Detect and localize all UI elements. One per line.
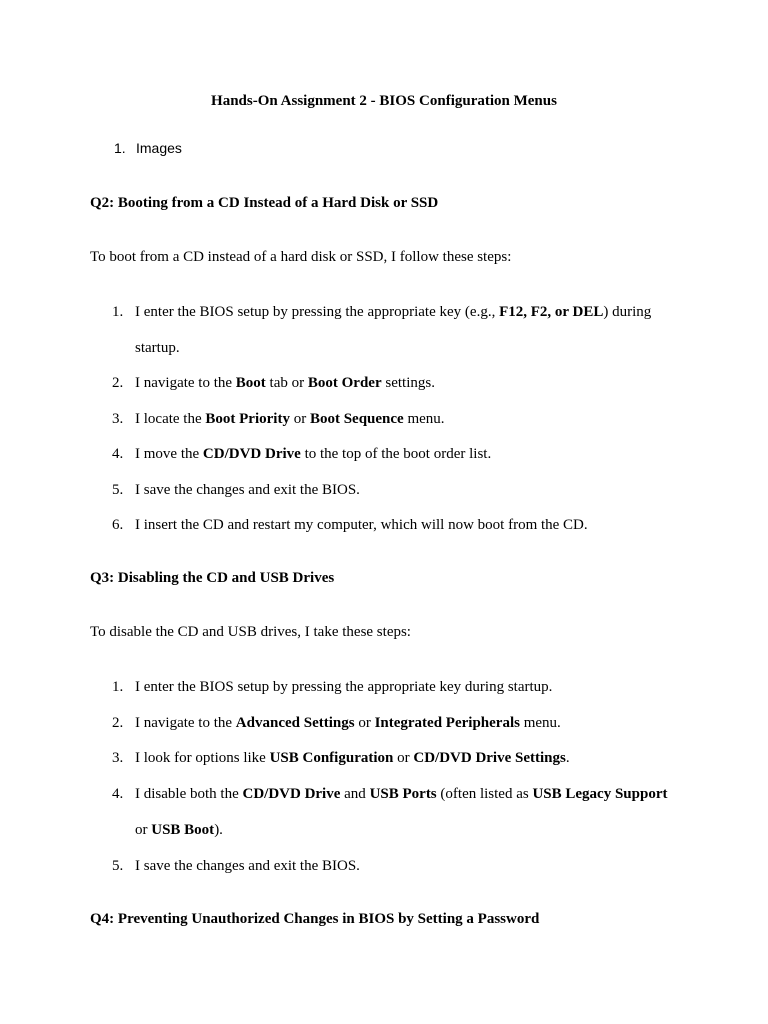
step-text: I enter the BIOS setup by pressing the appropriate key (e.g., xyxy=(135,304,500,320)
step-text: I navigate to the xyxy=(135,375,236,391)
step-text: I move the xyxy=(135,446,203,462)
list-item-text: Images xyxy=(136,140,182,156)
step-bold: Boot Sequence xyxy=(309,411,404,427)
step-text: I save the changes and exit the BIOS. xyxy=(135,858,360,874)
step-text: or xyxy=(354,715,375,731)
step-number: 2. xyxy=(112,715,124,731)
q2-intro: To boot from a CD instead of a hard disk or SSD, I follow these steps: xyxy=(90,249,512,265)
step-bold: USB Configuration xyxy=(269,750,394,766)
step-text: I enter the BIOS setup by pressing the appropriate key during startup. xyxy=(135,679,553,695)
q2-heading: Q2: Booting from a CD Instead of a Hard Disk or SSD xyxy=(90,195,439,211)
step-bold: Advanced Settings xyxy=(235,715,355,731)
step-number: 1. xyxy=(112,679,124,695)
step-text: (often listed as xyxy=(436,786,533,802)
step-text: and xyxy=(340,786,370,802)
step-bold: USB Legacy Support xyxy=(532,786,668,802)
step-text: menu. xyxy=(519,715,561,731)
list-item-images xyxy=(114,140,182,156)
step-text: I save the changes and exit the BIOS. xyxy=(135,482,360,498)
step-text: ). xyxy=(214,822,223,838)
step-text: menu. xyxy=(403,411,445,427)
step-number: 5. xyxy=(112,482,124,498)
step-bold: CD/DVD Drive Settings xyxy=(413,750,566,766)
step-text: or xyxy=(393,750,414,766)
step-text: I locate the xyxy=(135,411,206,427)
step-text: ) during xyxy=(603,304,652,320)
q3-intro: To disable the CD and USB drives, I take these steps: xyxy=(90,624,411,640)
step-bold: Integrated Peripherals xyxy=(374,715,520,731)
step-continuation: startup. xyxy=(135,340,180,356)
step-bold: CD/DVD Drive xyxy=(242,786,341,802)
step-bold: Boot xyxy=(235,375,266,391)
step-number: 4. xyxy=(112,446,124,462)
step-bold: USB Boot xyxy=(151,822,215,838)
document-title: Hands-On Assignment 2 - BIOS Configuration Menus xyxy=(211,93,557,109)
step-text: or xyxy=(289,411,310,427)
step-text: tab or xyxy=(265,375,308,391)
step-text: settings. xyxy=(381,375,435,391)
q3-heading: Q3: Disabling the CD and USB Drives xyxy=(90,570,335,586)
step-number: 5. xyxy=(112,858,124,874)
step-text: I navigate to the xyxy=(135,715,236,731)
step-text: I insert the CD and restart my computer, which will now boot from the CD. xyxy=(135,517,588,533)
step-number: 4. xyxy=(112,786,124,802)
step-bold: USB Ports xyxy=(369,786,437,802)
step-number: 2. xyxy=(112,375,124,391)
q4-heading: Q4: Preventing Unauthorized Changes in BIOS by Setting a Password xyxy=(90,911,540,927)
step-number: 3. xyxy=(112,411,124,427)
step-text: or xyxy=(135,822,152,838)
step-bold: CD/DVD Drive xyxy=(202,446,301,462)
step-bold: F12, F2, or DEL xyxy=(499,304,604,320)
list-number: 1. xyxy=(114,140,126,156)
step-number: 1. xyxy=(112,304,124,320)
step-number: 6. xyxy=(112,517,124,533)
step-text: to the top of the boot order list. xyxy=(300,446,492,462)
step-bold: Boot Order xyxy=(307,375,382,391)
step-number: 3. xyxy=(112,750,124,766)
step-bold: Boot Priority xyxy=(205,411,290,427)
step-text: I look for options like xyxy=(135,750,270,766)
step-text: . xyxy=(565,750,570,766)
step-text: I disable both the xyxy=(135,786,243,802)
